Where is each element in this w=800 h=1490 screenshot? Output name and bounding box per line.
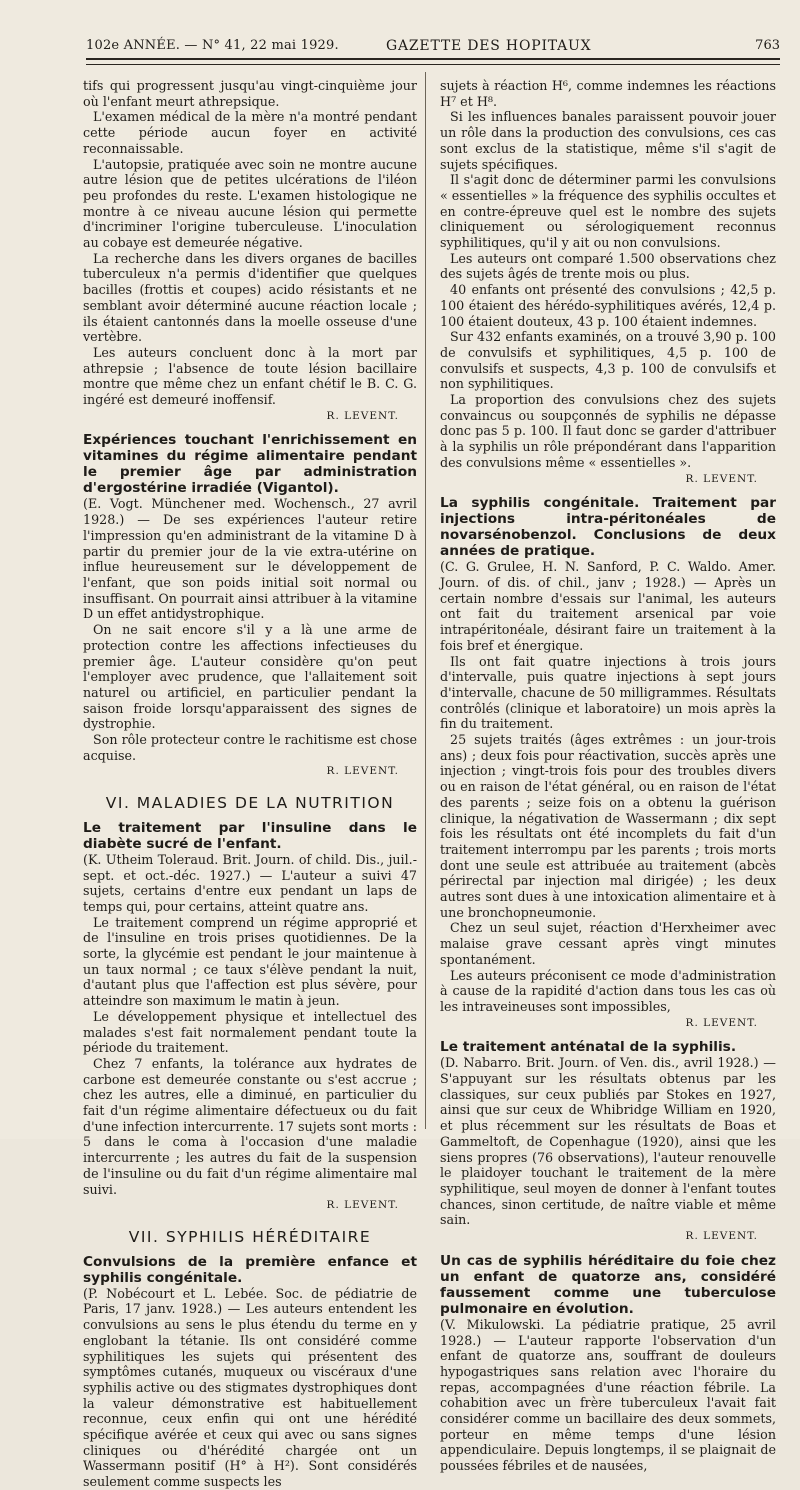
paragraph: La recherche dans les divers organes de bacilles tuberculeux n'a permis d'identifier que quelques bacilles (frottis et coupes) acido résistants et ne semblant avoir déterminé aucune réaction locale ; ils étaient cantonnés dans la moelle osseuse d'une vertèbre. bbox=[83, 250, 417, 345]
right-column bbox=[440, 78, 776, 1474]
paragraph: (E. Vogt. Münchener med. Wochensch., 27 avril 1928.) — De ses expériences l'auteur retire l'impression qu'en administrant de la vitamine D à partir du premier jour de la vie extra-utérine on influe heureusement sur le développement de l'enfant, que son poids initial soit normal ou insuffisant. On pourrait ainsi attribuer à la vitamine D un effet antidystrophique. bbox=[83, 496, 417, 622]
paragraph: sujets à réaction H⁶, comme indemnes les réactions H⁷ et H⁸. bbox=[440, 78, 776, 109]
article-title: Expériences touchant l'enrichissement en vitamines du régime alimentaire pendant le premier âge par administration d'ergostérine irradiée (Vigantol). bbox=[83, 432, 417, 497]
page-number: 763 bbox=[755, 38, 780, 53]
author-signature: R. LEVENT. bbox=[326, 765, 399, 778]
issue-info: 102e ANNÉE. — N° 41, 22 mai 1929. bbox=[86, 38, 339, 53]
paragraph: Chez un seul sujet, réaction d'Herxheimer avec malaise grave cessant après vingt minutes spontanément. bbox=[440, 920, 776, 967]
paragraph: Le traitement comprend un régime approprié et de l'insuline en trois prises quotidiennes. De la sorte, la glycémie est pendant le jour maintenue à un taux normal ; ce taux s'élève pendant la nuit, d'autant plus que l'affection est plus sévère, pour atteindre son maximum le matin à jeun. bbox=[83, 914, 417, 1009]
author-signature: R. LEVENT. bbox=[326, 1199, 399, 1212]
paragraph: La proportion des convulsions chez des sujets convaincus ou soupçonnés de syphilis ne dépasse donc pas 5 p. 100. Il faut donc se garder d'attribuer à la syphilis un rôle prépondérant dans l'apparition des convulsions même « essentielles ». bbox=[440, 392, 776, 470]
paragraph: On ne sait encore s'il y a là une arme de protection contre les affections infectieuses du premier âge. L'auteur considère qu'on peut l'employer avec prudence, que l'allaitement soit naturel ou artificiel, en particulier pendant la saison froide lorsqu'apparaissent des signes de dystrophie. bbox=[83, 622, 417, 732]
paragraph: tifs qui progressent jusqu'au vingt-cinquième jour où l'enfant meurt athrepsique. bbox=[83, 78, 417, 109]
article-title: Le traitement par l'insuline dans le diabète sucré de l'enfant. bbox=[83, 819, 417, 852]
article-title: Convulsions de la première enfance et syphilis congénitale. bbox=[83, 1253, 417, 1286]
article-title: Un cas de syphilis héréditaire du foie chez un enfant de quatorze ans, considéré faussement comme une tuberculose pulmonaire en évolution. bbox=[440, 1252, 776, 1317]
left-column bbox=[83, 78, 417, 1490]
paragraph: Il s'agit donc de déterminer parmi les convulsions « essentielles » la fréquence des syphilis occultes et en contre-épreuve quel est le nombre des sujets cliniquement ou sérologiquement reconnus syphilitiques, qu'il y ait ou non convulsions. bbox=[440, 172, 776, 251]
paragraph: (D. Nabarro. Brit. Journ. of Ven. dis., avril 1928.) — S'appuyant sur les résultats obtenus par les classiques, sur ceux publiés par Stokes en 1927, ainsi que sur ceux de Whibridge William en 1920, et plus récemment sur les résultats de Boas et Gammeltoft, de Copenhague (1920), ainsi que les siens propres (76 observations), l'auteur renouvelle le plaidoyer touchant le traitement de la mère syphilitique, seul moyen de donner à l'enfant toutes chances, sinon certitude, de naître viable et même sain. bbox=[440, 1055, 776, 1228]
paragraph: Le développement physique et intellectuel des malades s'est fait normalement pendant toute la période du traitement. bbox=[83, 1008, 417, 1056]
paragraph: Si les influences banales paraissent pouvoir jouer un rôle dans la production des convulsions, ces cas sont exclus de la statistique, même s'il s'agit de sujets spécifiques. bbox=[440, 109, 776, 172]
paragraph: Les auteurs ont comparé 1.500 observations chez des sujets âgés de trente mois ou plus. bbox=[440, 250, 776, 282]
paragraph: Son rôle protecteur contre le rachitisme est chose acquise. bbox=[83, 732, 417, 763]
journal-title: GAZETTE DES HOPITAUX bbox=[386, 38, 592, 54]
paragraph: Sur 432 enfants examinés, on a trouvé 3,90 p. 100 de convulsifs et syphilitiques, 4,5 p. 100 de convulsifs et suspects, 4,3 p. 100 de convulsifs et non syphilitiques. bbox=[440, 329, 776, 392]
author-signature: R. LEVENT. bbox=[326, 409, 399, 422]
section-heading: VII. SYPHILIS HÉRÉDITAIRE bbox=[128, 1228, 372, 1246]
column-divider bbox=[425, 72, 426, 1129]
paragraph: Chez 7 enfants, la tolérance aux hydrates de carbone est demeurée constante ou s'est accrue ; chez les autres, elle a diminué, en particulier du fait d'un régime alimentaire défectueux ou du fait d'une infection intercurrente. 17 sujets sont morts : 5 dans le coma à l'occasion d'une maladie intercurrente ; les autres du fait de la suspension de l'insuline ou du fait d'un régime alimentaire mal suivi. bbox=[83, 1055, 417, 1197]
author-signature: R. LEVENT. bbox=[685, 472, 758, 485]
section-heading: VI. MALADIES DE LA NUTRITION bbox=[105, 794, 395, 813]
running-header bbox=[86, 36, 780, 60]
paragraph: 25 sujets traités (âges extrêmes : un jour-trois ans) ; deux fois pour réactivation, succès après une injection ; vingt-trois fois pour des troubles divers ou en raison de l'état général, ou en raison de l'état des parents ; seize fois on a obtenu la guérison clinique, la négativation de Wassermann ; dix sept fois les résultats ont été incomplets du fait d'un traitement interrompu par les parents ; trois morts dont une seule est attribuée au traitement (abcès périrectal par injection mal dirigée) ; les deux autres sont dues à une intoxication alimentaire et à une bronchopneumonie. bbox=[440, 732, 776, 920]
paragraph: (V. Mikulowski. La pédiatrie pratique, 25 avril 1928.) — L'auteur rapporte l'observation d'un enfant de quatorze ans, souffrant de douleurs hypogastriques sans relation avec l'horaire du repas, accompagnées d'une réaction fébrile. La cohabition avec un frère tuberculeux l'avait fait considérer comme un bacillaire des deux sommets, porteur en même temps d'une lésion appendiculaire. Depuis longtemps, il se plaignait de poussées fébriles et de nausées, bbox=[440, 1316, 776, 1474]
paragraph: L'examen médical de la mère n'a montré pendant cette période aucun foyer en activité reconnaissable. bbox=[83, 109, 417, 156]
author-signature: R. LEVENT. bbox=[685, 1230, 758, 1243]
paragraph: 40 enfants ont présenté des convulsions ; 42,5 p. 100 étaient des hérédo-syphilitiques avérés, 12,4 p. 100 étaient douteux, 43 p. 100 étaient indemnes. bbox=[440, 282, 776, 329]
paragraph: Les auteurs concluent donc à la mort par athrepsie ; l'absence de toute lésion bacillaire montre que même chez un enfant chétif le B. C. G. ingéré est demeuré inoffensif. bbox=[83, 344, 417, 408]
paragraph: Ils ont fait quatre injections à trois jours d'intervalle, puis quatre injections à sept jours d'intervalle, chacune de 50 milligrammes. Résultats contrôlés (clinique et laboratoire) un mois après la fin du traitement. bbox=[440, 653, 776, 732]
paragraph: (C. G. Grulee, H. N. Sanford, P. C. Waldo. Amer. Journ. of dis. of chil., janv ; 1928.) — Après un certain nombre d'essais sur l'animal, les auteurs ont fait du traitement arsenical par voie intrapéritonéale, désirant faire un traitement à la fois bref et énergique. bbox=[440, 559, 776, 653]
author-signature: R. LEVENT. bbox=[685, 1016, 758, 1029]
paragraph: (P. Nobécourt et L. Lebée. Soc. de pédiatrie de Paris, 17 janv. 1928.) — Les auteurs entendent les convulsions au sens le plus étendu du terme en y englobant la tétanie. Ils ont considéré comme syphilitiques les sujets qui présentent des symptômes cutanés, muqueux ou viscéraux d'une syphilis active ou des stigmates dystrophiques dont la valeur démonstrative est habituellement reconnue, ceux enfin qui ont une hérédité spécifique avérée et ceux qui avec ou sans signes cliniques ou d'hérédité chargée ont un Wassermann positif (H° à H²). Sont considérés seulement comme suspects les bbox=[83, 1285, 417, 1490]
header-rule bbox=[86, 64, 780, 65]
article-title: Le traitement anténatal de la syphilis. bbox=[440, 1039, 737, 1056]
article-title: La syphilis congénitale. Traitement par injections intra-péritonéales de novarsénobenzol. Conclusions de deux années de pratique. bbox=[440, 495, 776, 560]
paragraph: (K. Utheim Toleraud. Brit. Journ. of child. Dis., juil.-sept. et oct.-déc. 1927.) — L'auteur a suivi 47 sujets, certains d'entre eux pendant un laps de temps qui, pour certains, atteint quatre ans. bbox=[83, 851, 417, 914]
paragraph: Les auteurs préconisent ce mode d'administration à cause de la rapidité d'action dans tous les cas où les intraveineuses sont impossibles, bbox=[440, 967, 776, 1014]
paragraph: L'autopsie, pratiquée avec soin ne montre aucune autre lésion que de petites ulcérations de l'iléon peu profondes du reste. L'examen histologique ne montre à ce niveau aucune lésion qui permette d'incriminer l'origine tuberculeuse. L'inoculation au cobaye est demeurée négative. bbox=[83, 156, 417, 251]
